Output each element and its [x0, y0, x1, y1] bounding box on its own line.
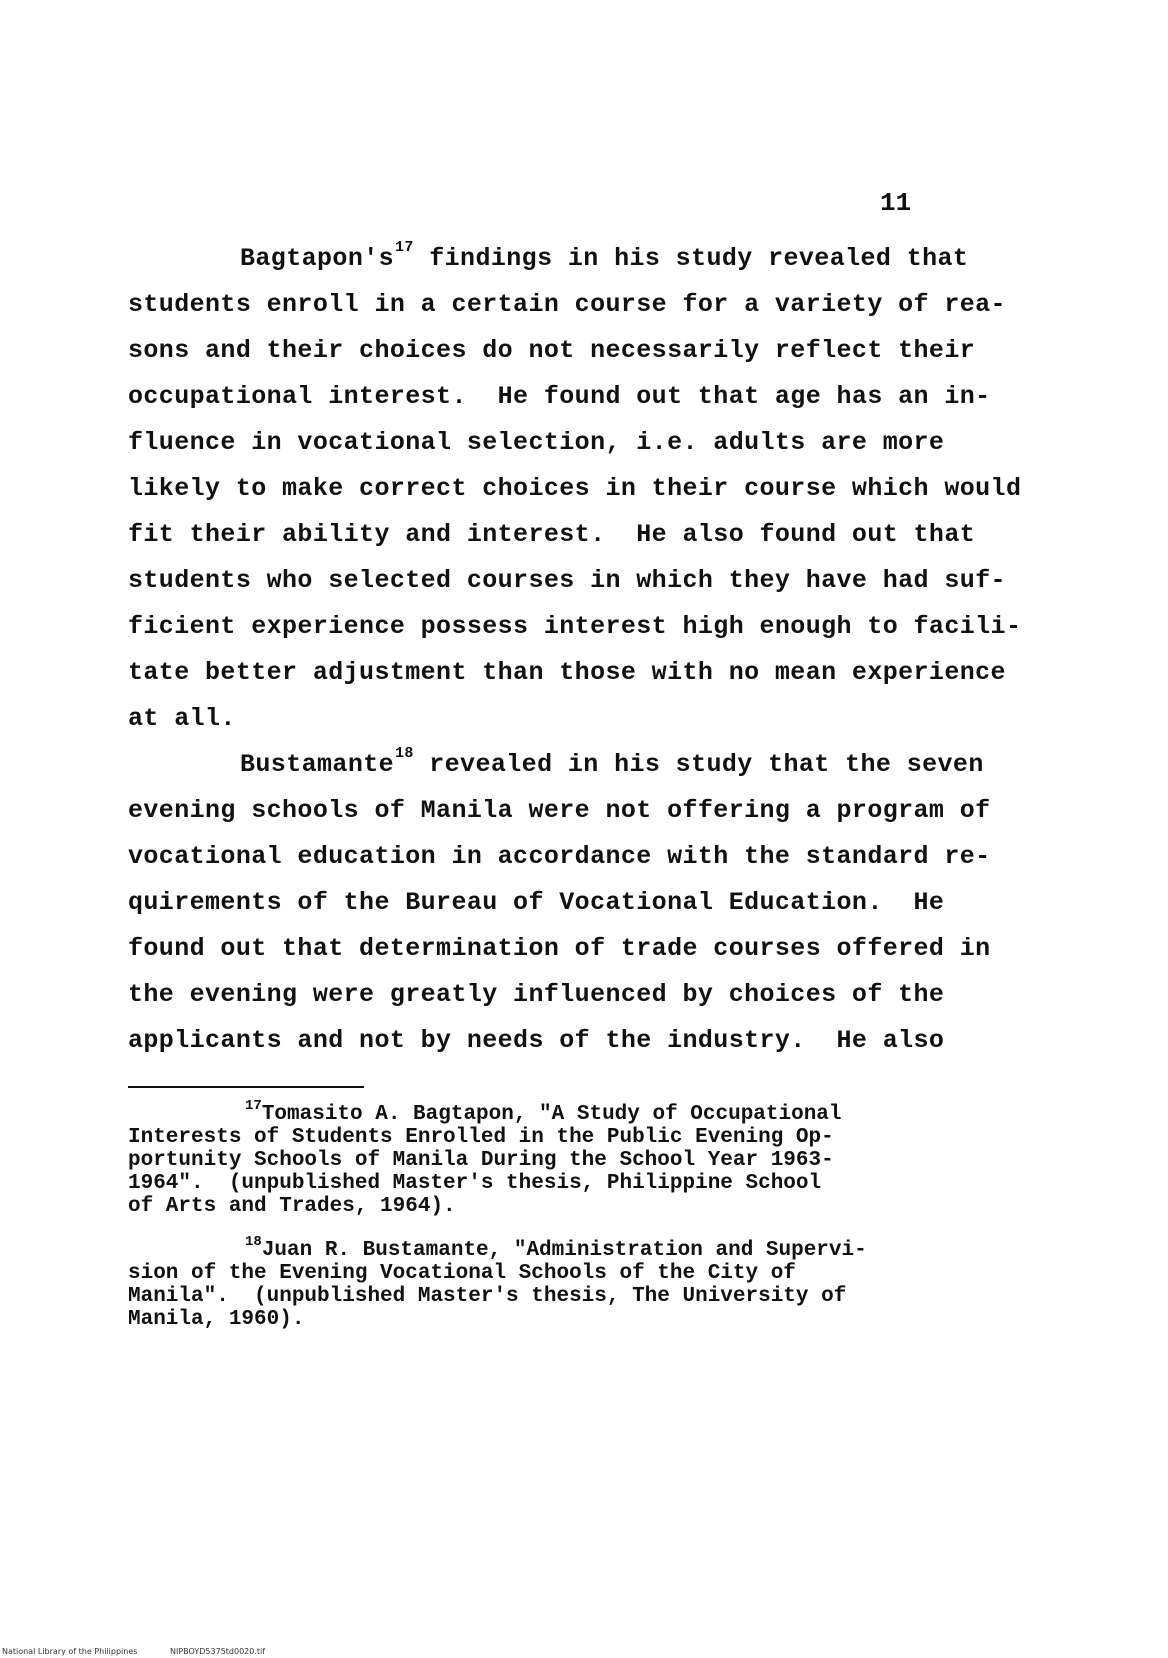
- paragraph-2-line: the evening were greatly influenced by choices of the: [128, 980, 945, 1009]
- paragraph-1-lead: Bagtapon's: [240, 244, 395, 273]
- footnote-17-mark: 17: [245, 1098, 262, 1114]
- paragraph-2-line: applicants and not by needs of the industry. He also: [128, 1026, 945, 1055]
- paragraph-1-line: likely to make correct choices in their course which would: [128, 474, 1022, 503]
- footnote-17-line: portunity Schools of Manila During the School Year 1963-: [128, 1149, 834, 1172]
- footnote-18-line-1: [245, 1234, 867, 1262]
- footnote-ref-17: 17: [395, 239, 414, 256]
- paragraph-1-line: at all.: [128, 704, 236, 733]
- footnote-17-first: Tomasito A. Bagtapon, "A Study of Occupational: [261, 1103, 842, 1126]
- paragraph-1-line: students enroll in a certain course for a variety of rea-: [128, 290, 1006, 319]
- footnote-18-line: sion of the Evening Vocational Schools of the City of: [128, 1262, 796, 1285]
- footnote-18-first: Juan R. Bustamante, "Administration and Supervi-: [261, 1239, 867, 1262]
- footnote-18-line: Manila, 1960).: [128, 1308, 305, 1331]
- paragraph-2-line: found out that determination of trade courses offered in: [128, 934, 991, 963]
- paragraph-1-line: students who selected courses in which they have had suf-: [128, 566, 1006, 595]
- footnote-divider: [128, 1086, 364, 1088]
- paragraph-2-line: quirements of the Bureau of Vocational Education. He: [128, 888, 945, 917]
- paragraph-1-line: fluence in vocational selection, i.e. adults are more: [128, 428, 945, 457]
- paragraph-2-line-1-rest: revealed in his study that the seven: [413, 750, 984, 779]
- paragraph-2-line: evening schools of Manila were not offering a program of: [128, 796, 991, 825]
- footnote-18-line: Manila". (unpublished Master's thesis, The University of: [128, 1285, 847, 1308]
- footer-filename: NIPBOYD5375td0020.tif: [170, 1647, 266, 1656]
- paragraph-1-line: fit their ability and interest. He also found out that: [128, 520, 976, 549]
- footnote-17-line-1: [245, 1098, 842, 1126]
- paragraph-1-line: ficient experience possess interest high enough to facili-: [128, 612, 1022, 641]
- paragraph-1-line: occupational interest. He found out that age has an in-: [128, 382, 991, 411]
- footer-library-name: National Library of the Philippines: [2, 1647, 138, 1656]
- paragraph-1-line-1: [240, 239, 969, 273]
- footnote-ref-18: 18: [395, 745, 414, 762]
- footnote-17-line: Interests of Students Enrolled in the Public Evening Op-: [128, 1126, 834, 1149]
- footnote-17-line: 1964". (unpublished Master's thesis, Philippine School: [128, 1172, 822, 1195]
- footnote-17-line: of Arts and Trades, 1964).: [128, 1195, 456, 1218]
- paragraph-2-lead: Bustamante: [240, 750, 395, 779]
- paragraph-1-line: tate better adjustment than those with no mean experience: [128, 658, 1006, 687]
- paragraph-2-line-1: [240, 745, 984, 779]
- footnote-18-mark: 18: [245, 1234, 262, 1250]
- paragraph-1-line: sons and their choices do not necessarily reflect their: [128, 336, 976, 365]
- page-number: 11: [880, 188, 912, 218]
- paragraph-1-line-1-rest: findings in his study revealed that: [413, 244, 969, 273]
- paragraph-2-line: vocational education in accordance with the standard re-: [128, 842, 991, 871]
